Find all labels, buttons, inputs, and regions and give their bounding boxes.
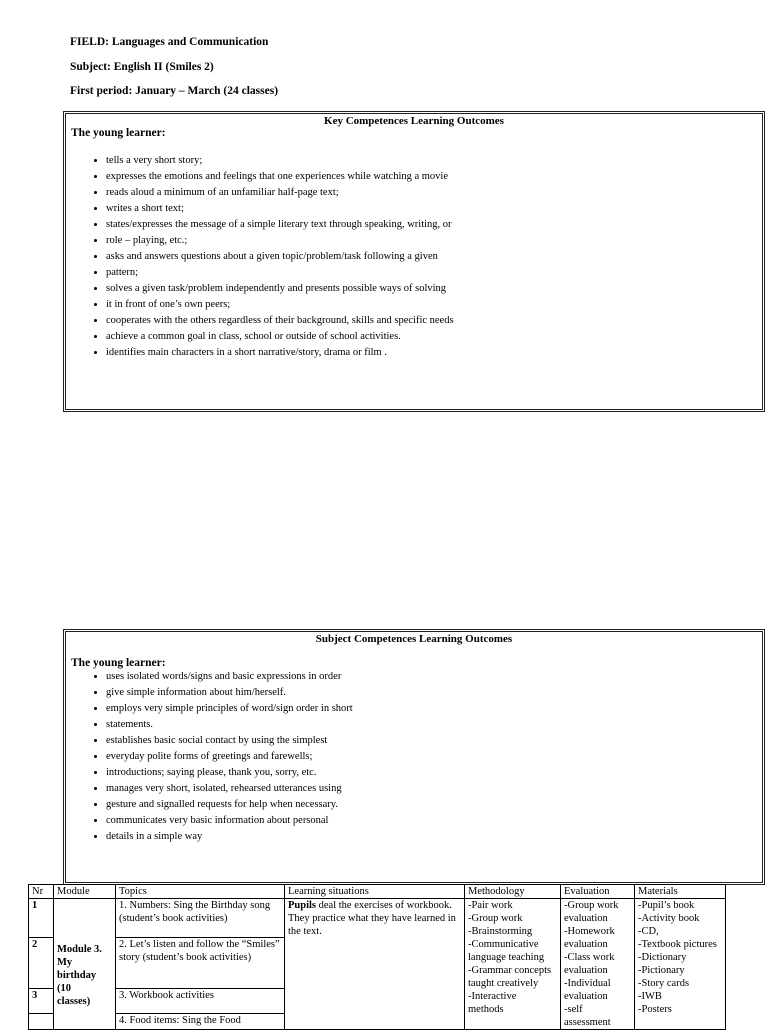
methodology-item: -Brainstorming <box>468 926 533 937</box>
key-competences-list <box>66 153 762 361</box>
module-cell <box>54 899 116 1030</box>
header-learning-situations: Learning situations <box>285 885 465 899</box>
evaluation-item: -self <box>564 1004 583 1015</box>
list-item: • writes a short text; <box>106 201 762 217</box>
key-box-subtitle: The young learner: <box>71 127 166 139</box>
module-line: Module 3. <box>57 943 102 955</box>
period-line: First period: January – March (24 classes) <box>70 85 279 97</box>
evaluation-item: assessment <box>564 1017 611 1028</box>
row-number: 1 <box>29 899 54 938</box>
materials-item: -Activity book <box>638 913 700 924</box>
materials-item: -CD, <box>638 926 659 937</box>
materials-item: -Pupil’s book <box>638 900 695 911</box>
evaluation-cell <box>561 899 635 1030</box>
methodology-item: -Communicative language teaching <box>468 939 545 963</box>
materials-item: -Pictionary <box>638 965 685 976</box>
header-topics: Topics <box>116 885 285 899</box>
list-item: • gesture and signalled requests for help when necessary. <box>106 797 762 813</box>
list-item: • communicates very basic information about personal <box>106 813 762 829</box>
list-item: • reads aloud a minimum of an unfamiliar half-page text; <box>106 185 762 201</box>
list-item: • pattern; <box>106 265 762 281</box>
row-number: 2 <box>29 938 54 989</box>
evaluation-item: -Individual evaluation <box>564 978 611 1002</box>
list-item: • everyday polite forms of greetings and farewells; <box>106 749 762 765</box>
key-box-title: Key Competences Learning Outcomes <box>324 115 504 127</box>
materials-item: -Textbook pictures <box>638 939 717 950</box>
methodology-item: -Interactive <box>468 991 517 1002</box>
list-item: • establishes basic social contact by using the simplest <box>106 733 762 749</box>
methodology-item: methods <box>468 1004 504 1015</box>
header-evaluation: Evaluation <box>561 885 635 899</box>
header-nr: Nr <box>29 885 54 899</box>
list-item: • role – playing, etc.; <box>106 233 762 249</box>
materials-item: -Story cards <box>638 978 690 989</box>
header-materials: Materials <box>635 885 726 899</box>
module-line: (10 <box>57 982 71 994</box>
header-methodology: Methodology <box>465 885 561 899</box>
list-item: • employs very simple principles of word/sign order in short <box>106 701 762 717</box>
subject-competences-box <box>63 629 765 885</box>
topic-cell: 2. Let’s listen and follow the “Smiles” story (student’s book activities) <box>116 938 285 989</box>
subject-competences-list <box>66 669 762 845</box>
list-item: • cooperates with the others regardless of their background, skills and specific needs <box>106 313 762 329</box>
evaluation-item: -Group work evaluation <box>564 900 619 924</box>
list-item: • it in front of one’s own peers; <box>106 297 762 313</box>
row-number: 3 <box>29 989 54 1014</box>
topic-cell: 3. Workbook activities <box>116 989 285 1014</box>
field-line: FIELD: Languages and Communication <box>70 36 269 48</box>
table-row <box>29 899 726 938</box>
learning-situations-cell <box>285 899 465 1030</box>
list-item: • manages very short, isolated, rehearsed utterances using <box>106 781 762 797</box>
subject-box-title: Subject Competences Learning Outcomes <box>315 633 513 645</box>
module-line: birthday <box>57 969 97 981</box>
key-competences-box <box>63 111 765 412</box>
list-item: • tells a very short story; <box>106 153 762 169</box>
methodology-item: -Grammar concepts taught creatively <box>468 965 552 989</box>
list-item: • identifies main characters in a short narrative/story, drama or film . <box>106 345 762 361</box>
evaluation-item: -Class work evaluation <box>564 952 615 976</box>
list-item: • asks and answers questions about a given topic/problem/task following a given <box>106 249 762 265</box>
list-item: • statements. <box>106 717 762 733</box>
methodology-cell <box>465 899 561 1030</box>
materials-item: -Posters <box>638 1004 672 1015</box>
methodology-item: -Pair work <box>468 900 513 911</box>
table-header-row <box>29 885 726 899</box>
list-item: • give simple information about him/herself. <box>106 685 762 701</box>
list-item: • uses isolated words/signs and basic expressions in order <box>106 669 762 685</box>
list-item: • solves a given task/problem independently and presents possible ways of solving <box>106 281 762 297</box>
list-item: • expresses the emotions and feelings that one experiences while watching a movie <box>106 169 762 185</box>
lesson-plan-table <box>28 884 726 1030</box>
module-line: classes) <box>57 995 91 1007</box>
topic-cell: 1. Numbers: Sing the Birthday song (student’s book activities) <box>116 899 285 938</box>
materials-item: -IWB <box>638 991 662 1002</box>
evaluation-item: -Homework evaluation <box>564 926 615 950</box>
header-module: Module <box>54 885 116 899</box>
list-item: • achieve a common goal in class, school or outside of school activities. <box>106 329 762 345</box>
list-item: • details in a simple way <box>106 829 762 845</box>
materials-item: -Dictionary <box>638 952 687 963</box>
list-item: • states/expresses the message of a simple literary text through speaking, writing, or <box>106 217 762 233</box>
row-number <box>29 1014 54 1030</box>
materials-cell <box>635 899 726 1030</box>
subject-line: Subject: English II (Smiles 2) <box>70 61 214 73</box>
learning-situations-bold: Pupils <box>288 900 317 911</box>
list-item: • introductions; saying please, thank you, sorry, etc. <box>106 765 762 781</box>
methodology-item: -Group work <box>468 913 523 924</box>
topic-cell: 4. Food items: Sing the Food <box>116 1014 285 1030</box>
learning-situations-text: deal the exercises of workbook. They practice what they have learned in the text. <box>288 900 456 937</box>
module-line: My <box>57 956 73 968</box>
subject-box-subtitle: The young learner: <box>71 657 166 669</box>
